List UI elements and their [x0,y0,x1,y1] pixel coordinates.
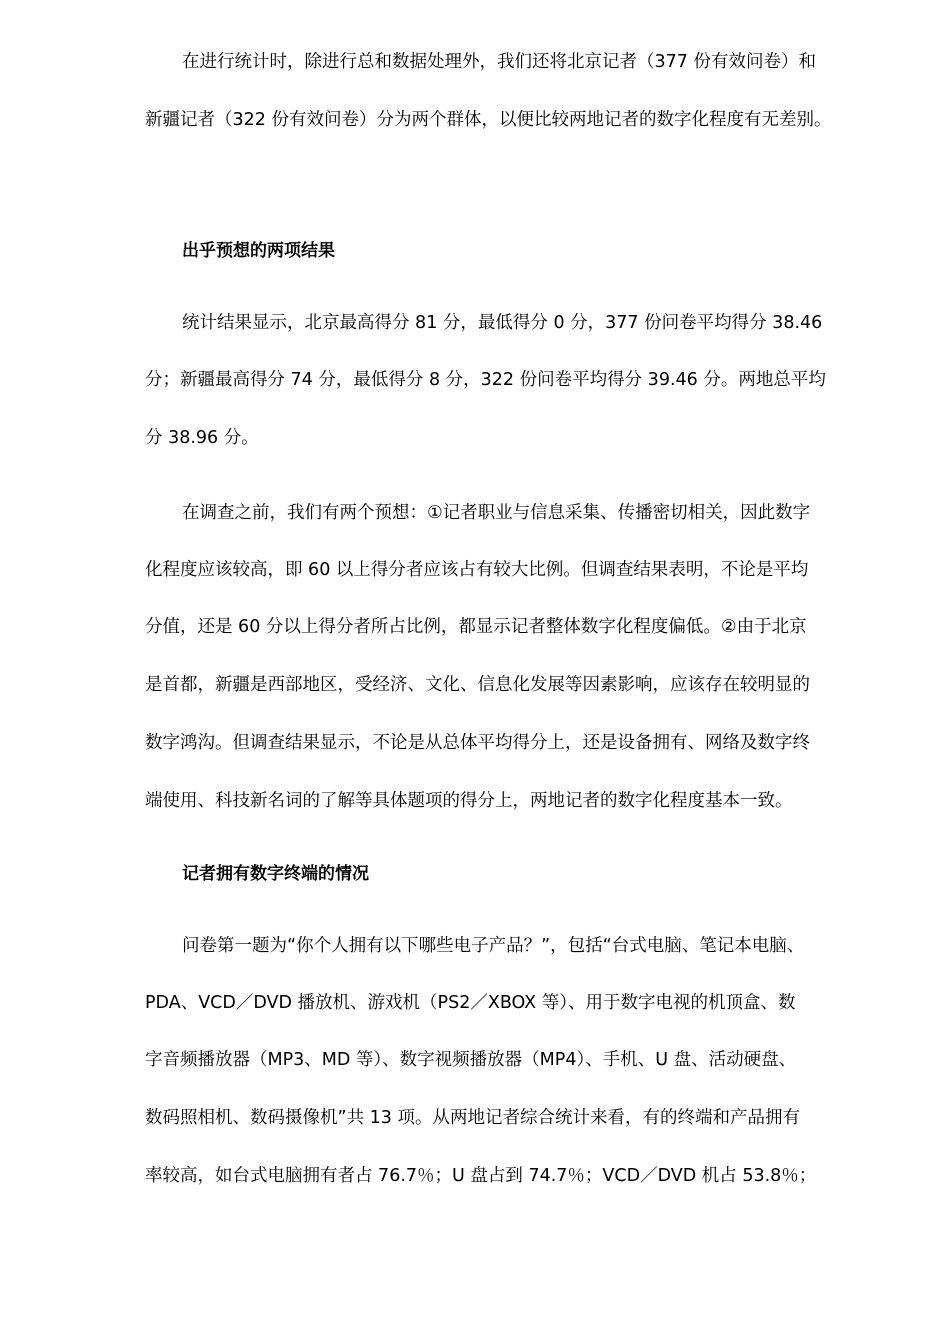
paragraph-line: 分值，还是 60 分以上得分者所占比例，都显示记者整体数字化程度偏低。②由于北京 [145,617,807,637]
intro-line-1: 在进行统计时，除进行总和数据处理外，我们还将北京记者（377 份有效问卷）和 [182,52,816,72]
paragraph-line: 率较高，如台式电脑拥有者占 76.7％；U 盘占到 74.7％；VCD／DVD 机占 53.8％； [145,1166,817,1186]
paragraph-line: PDA、VCD／DVD 播放机、游戏机（PS2／XBOX 等）、用于数字电视的机顶盒、数 [145,993,796,1013]
paragraph-line: 问卷第一题为“你个人拥有以下哪些电子产品？”，包括“台式电脑、笔记本电脑、 [182,936,805,956]
paragraph-line: 数字鸿沟。但调查结果显示，不论是从总体平均得分上，还是设备拥有、网络及数字终 [145,733,810,753]
paragraph-line: 统计结果显示，北京最高得分 81 分，最低得分 0 分，377 份问卷平均得分 38.46 [182,313,823,333]
paragraph-line: 数码照相机、数码摄像机”共 13 项。从两地记者综合统计来看，有的终端和产品拥有 [145,1108,800,1128]
paragraph-line: 是首都，新疆是西部地区，受经济、文化、信息化发展等因素影响，应该存在较明显的 [145,675,810,695]
section-heading-unexpected-results: 出乎预想的两项结果 [182,241,335,261]
paragraph-line: 分 38.96 分。 [145,428,259,448]
intro-line-2: 新疆记者（322 份有效问卷）分为两个群体，以便比较两地记者的数字化程度有无差别。 [145,110,832,130]
paragraph-line: 在调查之前，我们有两个预想：①记者职业与信息采集、传播密切相关，因此数字 [182,503,811,523]
section-heading-digital-terminals: 记者拥有数字终端的情况 [182,864,369,884]
paragraph-line: 端使用、科技新名词的了解等具体题项的得分上，两地记者的数字化程度基本一致。 [145,791,793,811]
paragraph-line: 分；新疆最高得分 74 分，最低得分 8 分，322 份问卷平均得分 39.46 分。两地总平均 [145,370,826,390]
paragraph-line: 化程度应该较高，即 60 以上得分者应该占有较大比例。但调查结果表明，不论是平均 [145,560,809,580]
paragraph-line: 字音频播放器（MP3、MD 等）、数字视频播放器（MP4）、手机、U 盘、活动硬盘、 [145,1050,797,1070]
